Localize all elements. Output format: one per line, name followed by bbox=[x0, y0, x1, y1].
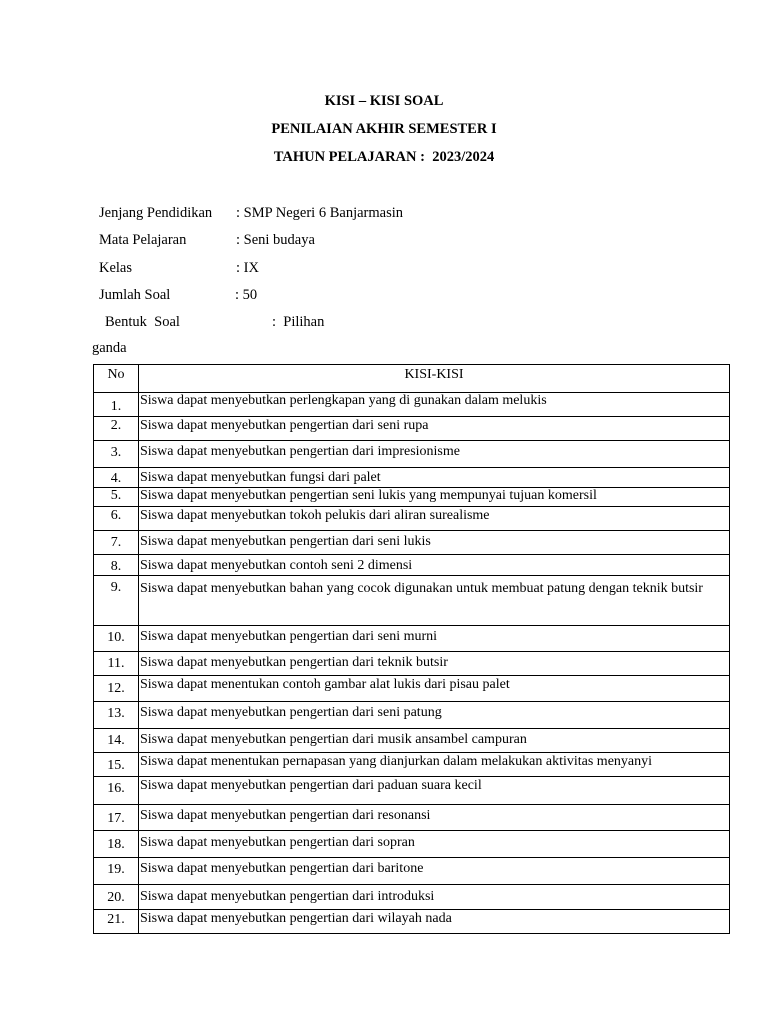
table-header-no: No bbox=[94, 365, 139, 393]
row-description bbox=[139, 885, 730, 910]
row-description-text: Siswa dapat menyebutkan pengertian dari seni lukis bbox=[140, 534, 431, 549]
table-header-row bbox=[94, 365, 730, 393]
row-number-text: 15. bbox=[107, 758, 125, 773]
table-row bbox=[94, 805, 730, 831]
row-number bbox=[94, 831, 139, 858]
info-label-bentuk: Bentuk Soal bbox=[105, 314, 180, 330]
row-number bbox=[94, 753, 139, 777]
row-description-text: Siswa dapat menyebutkan pengertian dari wilayah nada bbox=[140, 911, 452, 926]
row-description-text: Siswa dapat menyebutkan pengertian dari teknik butsir bbox=[140, 655, 448, 670]
table-row bbox=[94, 441, 730, 468]
row-number bbox=[94, 488, 139, 507]
info-value-kelas: : IX bbox=[236, 260, 259, 276]
info-row-mapel bbox=[99, 231, 499, 249]
row-description-text: Siswa dapat menyebutkan pengertian dari seni rupa bbox=[140, 418, 429, 433]
row-number bbox=[94, 393, 139, 417]
row-number-text: 9. bbox=[110, 580, 122, 595]
info-row-jumlah bbox=[99, 286, 499, 304]
row-number-text: 14. bbox=[107, 733, 125, 748]
row-number bbox=[94, 858, 139, 885]
row-number-text: 12. bbox=[107, 681, 125, 696]
row-number-text: 6. bbox=[110, 508, 122, 523]
row-number bbox=[94, 885, 139, 910]
row-number bbox=[94, 441, 139, 468]
row-description bbox=[139, 555, 730, 576]
row-number bbox=[94, 676, 139, 702]
row-number-text: 7. bbox=[110, 535, 122, 550]
row-description-text: Siswa dapat menentukan pernapasan yang dianjurkan dalam melakukan aktivitas menyanyi bbox=[140, 754, 653, 769]
row-number-text: 21. bbox=[107, 912, 125, 927]
row-description bbox=[139, 626, 730, 652]
table-row bbox=[94, 507, 730, 531]
row-description-text: Siswa dapat menyebutkan pengertian dari baritone bbox=[140, 861, 424, 876]
row-number bbox=[94, 417, 139, 441]
row-number bbox=[94, 805, 139, 831]
kisi-table bbox=[93, 364, 730, 934]
row-description bbox=[139, 753, 730, 777]
document-title: KISI – KISI SOAL bbox=[324, 93, 444, 109]
table-header-kisi: KISI-KISI bbox=[139, 365, 730, 393]
row-number bbox=[94, 531, 139, 555]
table-row bbox=[94, 777, 730, 805]
info-label-jenjang: Jenjang Pendidikan bbox=[99, 205, 213, 221]
row-description bbox=[139, 393, 730, 417]
info-row-jenjang bbox=[99, 204, 499, 222]
row-number-text: 2. bbox=[110, 418, 122, 433]
table-row bbox=[94, 831, 730, 858]
row-description bbox=[139, 910, 730, 934]
table-row bbox=[94, 576, 730, 626]
row-description bbox=[139, 531, 730, 555]
row-description bbox=[139, 652, 730, 676]
row-description bbox=[139, 702, 730, 729]
row-description bbox=[139, 805, 730, 831]
row-description-text: Siswa dapat menyebutkan pengertian dari paduan suara kecil bbox=[140, 778, 482, 793]
row-description bbox=[139, 729, 730, 753]
table-row bbox=[94, 753, 730, 777]
info-value-jenjang: : SMP Negeri 6 Banjarmasin bbox=[236, 205, 403, 221]
table-row bbox=[94, 858, 730, 885]
row-description-text: Siswa dapat menyebutkan fungsi dari palet bbox=[140, 470, 381, 485]
row-number bbox=[94, 729, 139, 753]
row-number-text: 8. bbox=[110, 559, 122, 574]
row-description-text: Siswa dapat menyebutkan pengertian dari impresionisme bbox=[140, 444, 460, 459]
info-row-kelas bbox=[99, 259, 499, 277]
row-description bbox=[139, 576, 730, 626]
table-row bbox=[94, 729, 730, 753]
table-row bbox=[94, 702, 730, 729]
row-number bbox=[94, 555, 139, 576]
row-description-text: Siswa dapat menyebutkan pengertian dari seni patung bbox=[140, 705, 442, 720]
table-row bbox=[94, 468, 730, 488]
row-number bbox=[94, 626, 139, 652]
info-value-bentuk-continued: ganda bbox=[92, 340, 127, 356]
row-description-text: Siswa dapat menyebutkan pengertian dari musik ansambel campuran bbox=[140, 732, 527, 747]
row-number-text: 5. bbox=[110, 488, 122, 503]
row-number bbox=[94, 468, 139, 488]
row-number-text: 1. bbox=[110, 399, 122, 414]
row-number-text: 20. bbox=[107, 890, 125, 905]
row-number-text: 17. bbox=[107, 811, 125, 826]
info-label-mapel: Mata Pelajaran bbox=[99, 232, 187, 248]
table-row bbox=[94, 417, 730, 441]
row-description bbox=[139, 488, 730, 507]
row-number bbox=[94, 702, 139, 729]
academic-year: TAHUN PELAJARAN : 2023/2024 bbox=[273, 149, 495, 165]
table-row bbox=[94, 555, 730, 576]
row-description bbox=[139, 777, 730, 805]
row-number-text: 11. bbox=[107, 656, 125, 671]
row-description bbox=[139, 858, 730, 885]
row-description-text: Siswa dapat menyebutkan pengertian dari introduksi bbox=[140, 889, 435, 904]
row-number-text: 4. bbox=[110, 471, 122, 486]
row-number-text: 16. bbox=[107, 781, 125, 796]
row-number bbox=[94, 910, 139, 934]
row-description bbox=[139, 831, 730, 858]
row-number bbox=[94, 576, 139, 626]
row-description-text: Siswa dapat menyebutkan pengertian dari seni murni bbox=[140, 629, 438, 644]
row-number bbox=[94, 652, 139, 676]
row-number-text: 10. bbox=[107, 630, 125, 645]
row-description bbox=[139, 507, 730, 531]
info-label-jumlah: Jumlah Soal bbox=[99, 287, 171, 303]
row-description-text: Siswa dapat menyebutkan bahan yang cocok digunakan untuk membuat patung dengan teknik butsir bbox=[140, 581, 703, 596]
row-description-text: Siswa dapat menyebutkan contoh seni 2 dimensi bbox=[140, 558, 413, 573]
row-description-text: Siswa dapat menentukan contoh gambar alat lukis dari pisau palet bbox=[140, 677, 510, 692]
table-row bbox=[94, 885, 730, 910]
info-row-bentuk bbox=[105, 313, 505, 331]
table-row bbox=[94, 652, 730, 676]
document-subtitle: PENILAIAN AKHIR SEMESTER I bbox=[271, 121, 497, 137]
row-number-text: 19. bbox=[107, 862, 125, 877]
row-description bbox=[139, 417, 730, 441]
table-row bbox=[94, 626, 730, 652]
row-description-text: Siswa dapat menyebutkan pengertian dari sopran bbox=[140, 835, 415, 850]
info-value-mapel: : Seni budaya bbox=[236, 232, 315, 248]
table-row bbox=[94, 393, 730, 417]
row-number-text: 18. bbox=[107, 837, 125, 852]
info-value-jumlah: : 50 bbox=[235, 287, 258, 303]
row-number bbox=[94, 777, 139, 805]
row-description-text: Siswa dapat menyebutkan perlengkapan yang di gunakan dalam melukis bbox=[140, 393, 547, 408]
info-value-bentuk: : Pilihan bbox=[272, 314, 325, 330]
row-number-text: 3. bbox=[110, 445, 122, 460]
row-description bbox=[139, 468, 730, 488]
row-description-text: Siswa dapat menyebutkan pengertian dari resonansi bbox=[140, 808, 431, 823]
table-row bbox=[94, 910, 730, 934]
row-description bbox=[139, 676, 730, 702]
row-number bbox=[94, 507, 139, 531]
row-number-text: 13. bbox=[107, 706, 125, 721]
row-description bbox=[139, 441, 730, 468]
row-description-text: Siswa dapat menyebutkan tokoh pelukis dari aliran surealisme bbox=[140, 508, 490, 523]
table-row bbox=[94, 488, 730, 507]
row-description-text: Siswa dapat menyebutkan pengertian seni lukis yang mempunyai tujuan komersil bbox=[140, 488, 597, 503]
table-row bbox=[94, 531, 730, 555]
table-row bbox=[94, 676, 730, 702]
info-label-kelas: Kelas bbox=[99, 260, 133, 276]
